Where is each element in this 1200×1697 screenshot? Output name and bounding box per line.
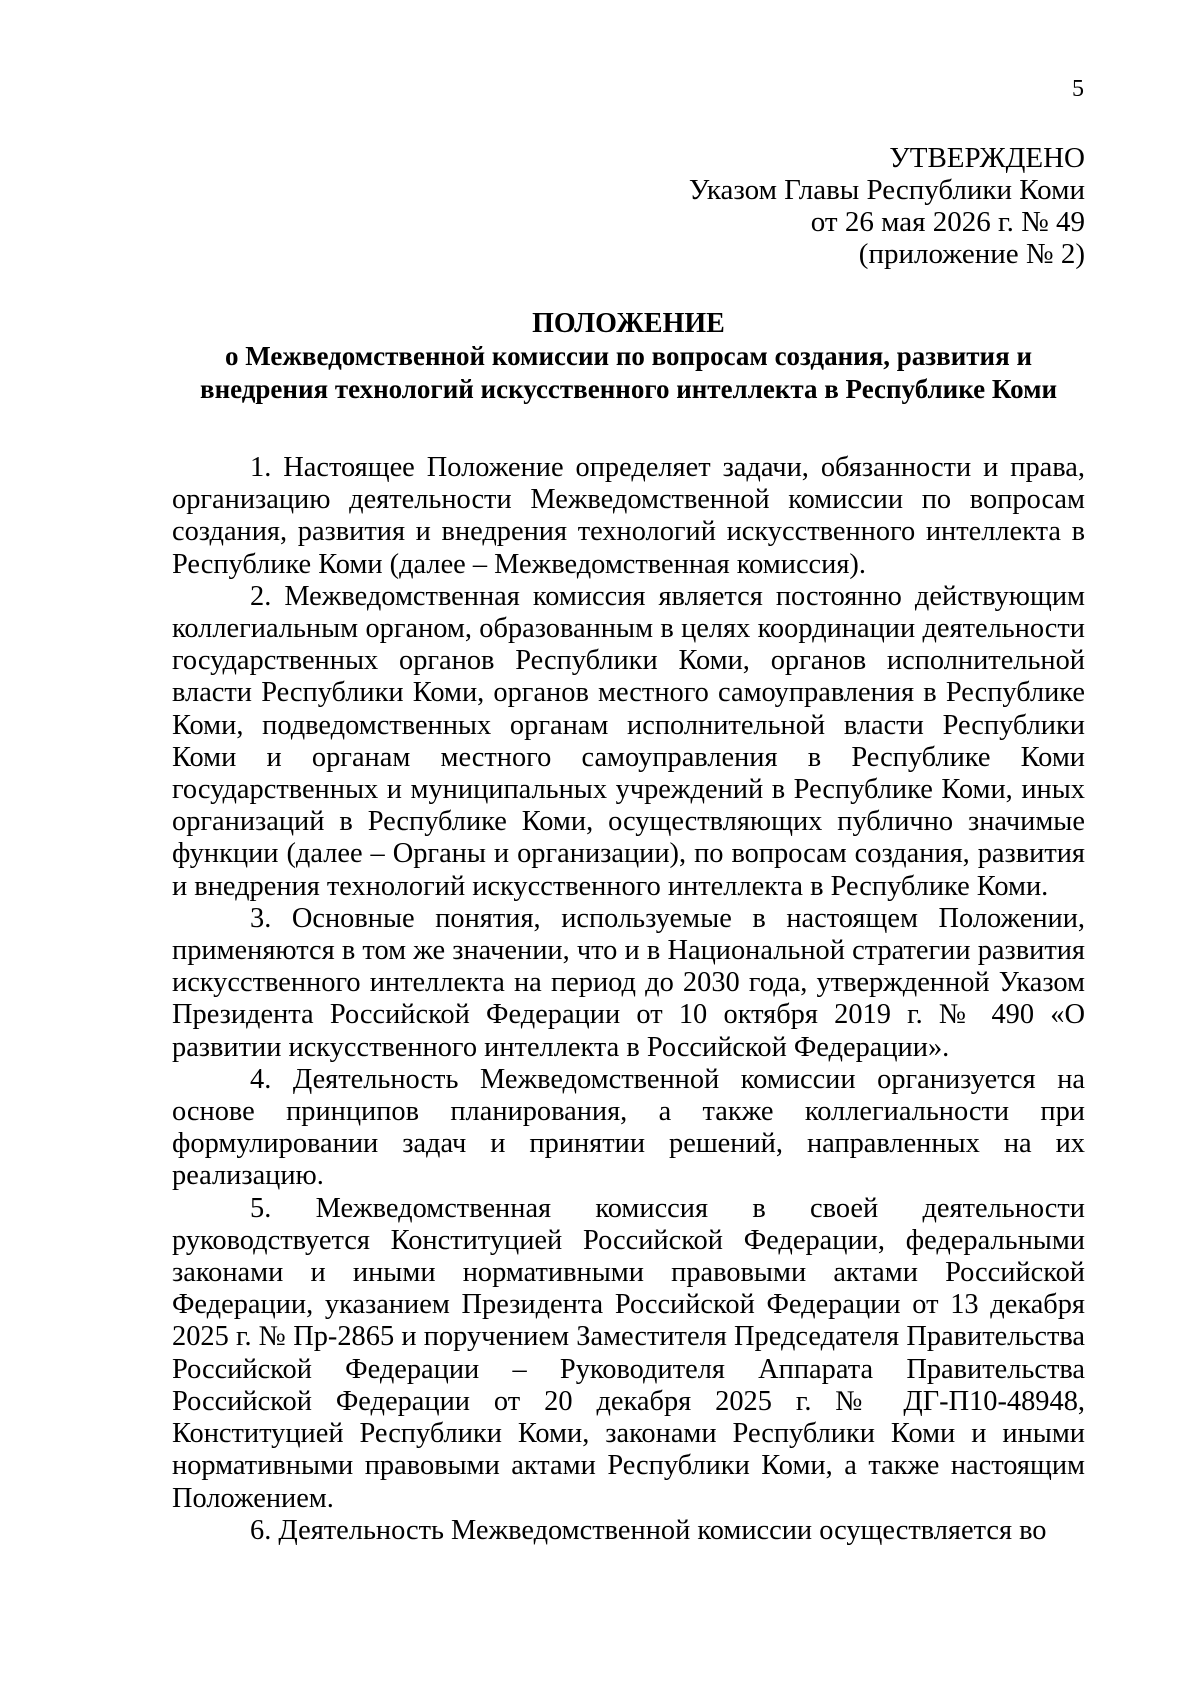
document-title-block	[172, 307, 1085, 406]
page-number: 5	[1072, 76, 1084, 102]
approval-heading: УТВЕРЖДЕНО	[889, 142, 1085, 174]
document-subtitle-line-1: о Межведомственной комиссии по вопросам создания, развития и	[224, 341, 1033, 371]
paragraph-4: 4. Деятельность Межведомственной комиссии организуется на основе принципов планирования, а также коллегиальности при формулировании задач и принятии решений, направленных на их реализацию.	[172, 1063, 1085, 1192]
approval-stamp-block	[600, 142, 1085, 270]
paragraph-2: 2. Межведомственная комиссия является постоянно действующим коллегиальным органом, образованным в целях координации деятельности государственных органов Республики Коми, органов исполнительной власти Республики Коми, органов местного самоуправления в Республике Коми, подведомственных органам исполнительной власти Республики Коми и органам местного самоуправления в Республике Коми государственных и муниципальных учреждений в Республике Коми, иных организаций в Республике Коми, осуществляющих публично значимые функции (далее – Органы и организации), по вопросам создания, развития и внедрения технологий искусственного интеллекта в Республике Коми.	[172, 580, 1085, 902]
paragraph-6: 6. Деятельность Межведомственной комиссии осуществляется во	[250, 1514, 1047, 1546]
document-title: ПОЛОЖЕНИЕ	[532, 308, 725, 339]
approval-date: от 26 мая 2026 г. № 49	[810, 206, 1085, 238]
document-body	[172, 452, 1085, 1547]
paragraph-5: 5. Межведомственная комиссия в своей деятельности руководствуется Конституцией Российской Федерации, федеральными законами и иными нормативными правовыми актами Российской Федерации, указанием Президента Российской Федерации от 13 декабря 2025 г. № Пр-2865 и поручением Заместителя Председателя Правительства Российской Федерации – Руководителя Аппарата Правительства Российской Федерации от 20 декабря 2025 г. № ДГ-П10-48948, Конституцией Республики Коми, законами Республики Коми и иными нормативными правовыми актами Республики Коми, а также настоящим Положением.	[172, 1192, 1085, 1514]
approval-decree: Указом Главы Республики Коми	[688, 174, 1085, 206]
approval-attachment: (приложение № 2)	[858, 238, 1085, 270]
document-subtitle-line-2: внедрения технологий искусственного интеллекта в Республике Коми	[199, 374, 1058, 404]
paragraph-3: 3. Основные понятия, используемые в настоящем Положении, применяются в том же значении, что и в Национальной стратегии развития искусственного интеллекта на период до 2030 года, утвержденной Указом Президента Российской Федерации от 10 октября 2019 г. № 490 «О развитии искусственного интеллекта в Российской Федерации».	[172, 902, 1085, 1063]
paragraph-1: 1. Настоящее Положение определяет задачи, обязанности и права, организацию деятельности Межведомственной комиссии по вопросам создания, развития и внедрения технологий искусственного интеллекта в Республике Коми (далее – Межведомственная комиссия).	[172, 452, 1085, 580]
